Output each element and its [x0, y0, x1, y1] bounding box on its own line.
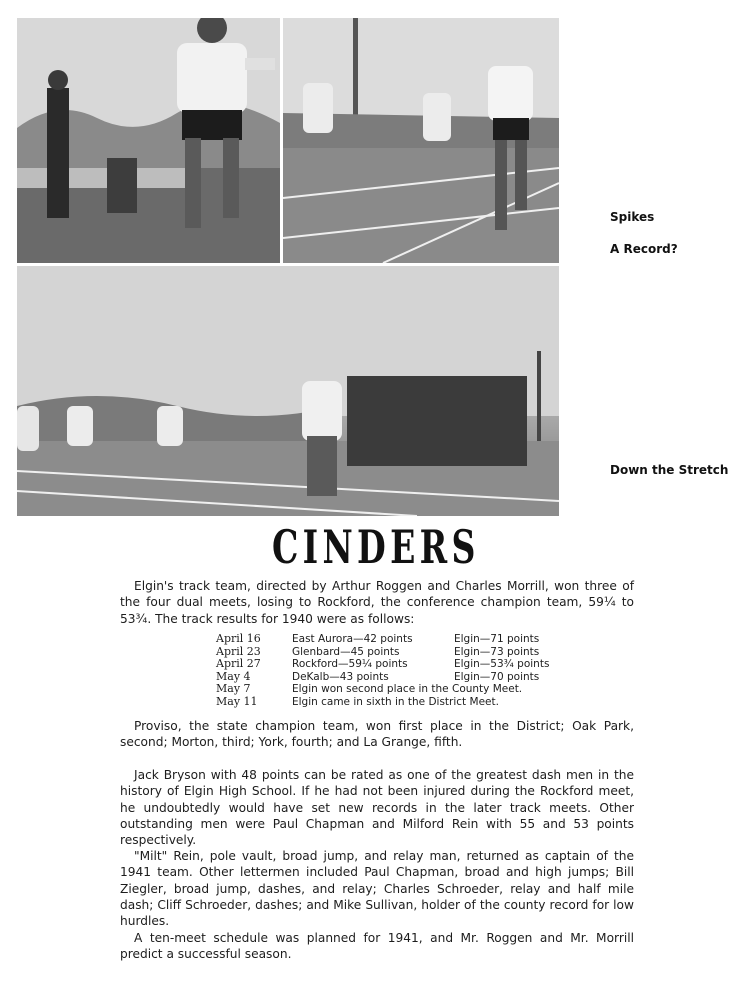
results-row: [216, 633, 576, 646]
page-title: CINDERS: [271, 520, 480, 574]
results-row: [216, 671, 576, 684]
result-opponent: DeKalb—43 points: [292, 670, 389, 683]
result-elgin: Elgin—53¾ points: [454, 658, 550, 671]
result-elgin: Elgin—73 points: [454, 645, 540, 658]
results-row: [216, 646, 576, 659]
result-opponent: Glenbard—45 points: [292, 645, 400, 658]
result-opponent: East Aurora—42 points: [292, 633, 413, 645]
paragraph-rein: "Milt" Rein, pole vault, broad jump, and relay man, returned as captain of the 1941 team. Other lettermen included Paul Chapman, broad and high jumps; Bill Ziegler, broad jump, dashes, and relay; Charles Schroeder, relay and half mile dash; Cliff Schroeder, dashes; and Mike Sullivan, holder of the county record for low hurdles.: [120, 849, 634, 929]
paragraph-intro: Elgin's track team, directed by Arthur Roggen and Charles Morrill, won three of the four dual meets, losing to Rockford, the conference champion team, 59¼ to 53¾. The track results for 1940 were as follows:: [120, 579, 634, 626]
results-table: [216, 633, 576, 709]
paragraph-schedule: A ten-meet schedule was planned for 1941, and Mr. Roggen and Mr. Morrill predict a successful season.: [120, 931, 634, 962]
caption-stretch: Down the Stretch: [610, 463, 729, 477]
paragraph-bryson: Jack Bryson with 48 points can be rated as one of the greatest dash men in the history of Elgin High School. If he had not been injured during the Rockford meet, he undoubtedly would have set new records in the later track meets. Other outstanding men were Paul Chapman and Milford Rein with 55 and 53 points respectively.: [120, 768, 634, 848]
photo-stretch: [17, 266, 559, 516]
result-opponent: Elgin came in sixth in the District Meet.: [292, 695, 499, 708]
photo-record: [283, 18, 559, 263]
results-row: [216, 658, 576, 671]
result-opponent: Rockford—59¼ points: [292, 658, 408, 671]
result-elgin: Elgin—71 points: [454, 633, 540, 645]
result-elgin: Elgin—70 points: [454, 670, 540, 683]
result-date: April 16: [216, 632, 261, 645]
caption-record: A Record?: [610, 242, 678, 256]
result-date: April 23: [216, 644, 261, 658]
caption-spikes: Spikes: [610, 210, 655, 224]
result-date: May 7: [216, 682, 251, 696]
result-date: May 4: [216, 669, 251, 683]
results-row: [216, 683, 576, 696]
result-opponent: Elgin won second place in the County Meet.: [292, 683, 523, 696]
result-date: April 27: [216, 657, 261, 671]
photo-spikes: [17, 18, 280, 263]
results-row: [216, 696, 576, 709]
paragraph-proviso: Proviso, the state champion team, won first place in the District; Oak Park, second; Morton, third; York, fourth; and La Grange, fifth.: [120, 719, 634, 750]
result-date: May 11: [216, 694, 258, 708]
